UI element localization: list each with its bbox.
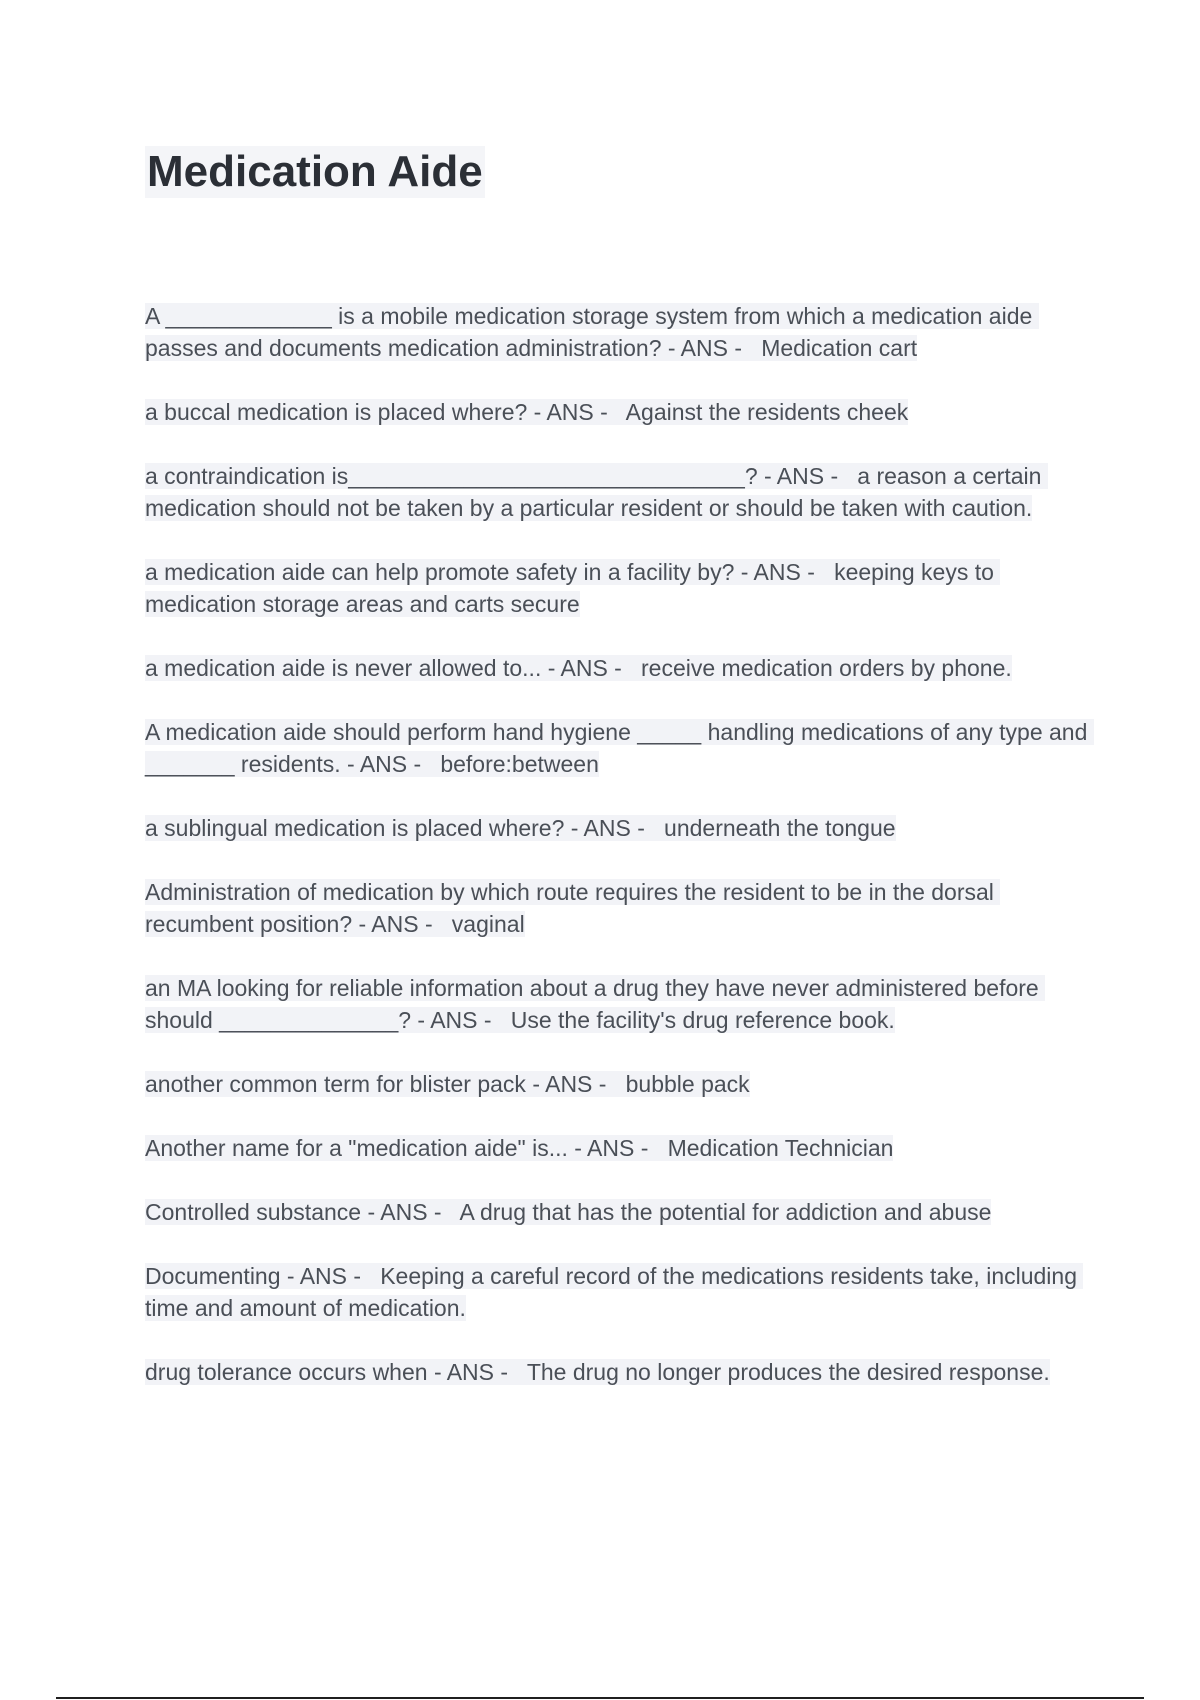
qa-text: a medication aide is never allowed to... - ANS - receive medication orders by phone. [145, 655, 1012, 681]
qa-text: Administration of medication by which route requires the resident to be in the dorsal recumbent position? - ANS - vaginal [145, 879, 1001, 937]
qa-item [145, 1196, 1090, 1228]
qa-item [145, 1356, 1090, 1388]
qa-item [145, 300, 1090, 364]
qa-item [145, 1068, 1090, 1100]
qa-item [145, 972, 1090, 1036]
qa-text: Another name for a "medication aide" is... - ANS - Medication Technician [145, 1135, 894, 1161]
qa-item [145, 396, 1090, 428]
qa-text: drug tolerance occurs when - ANS - The drug no longer produces the desired response. [145, 1359, 1050, 1385]
qa-text: Documenting - ANS - Keeping a careful record of the medications residents take, including time and amount of medication. [145, 1263, 1084, 1321]
qa-item [145, 812, 1090, 844]
qa-item [145, 876, 1090, 940]
qa-item [145, 556, 1090, 620]
qa-text: Controlled substance - ANS - A drug that has the potential for addiction and abuse [145, 1199, 992, 1225]
qa-text: a medication aide can help promote safety in a facility by? - ANS - keeping keys to medication storage areas and carts secure [145, 559, 1001, 617]
qa-item [145, 460, 1090, 524]
qa-item [145, 652, 1090, 684]
qa-list [145, 300, 1094, 1420]
qa-text: a sublingual medication is placed where? - ANS - underneath the tongue [145, 815, 896, 841]
qa-text: a contraindication is_______________________________? - ANS - a reason a certain medication should not be taken by a particular resident or should be taken with caution. [145, 463, 1048, 521]
qa-text: an MA looking for reliable information about a drug they have never administered before should ______________? - ANS - Use the facility's drug reference book. [145, 975, 1046, 1033]
qa-text: another common term for blister pack - ANS - bubble pack [145, 1071, 750, 1097]
qa-text: a buccal medication is placed where? - ANS - Against the residents cheek [145, 399, 909, 425]
qa-text: A _____________ is a mobile medication storage system from which a medication aide passes and documents medication administration? - ANS - Medication cart [145, 303, 1039, 361]
document-title: Medication Aide [147, 147, 483, 196]
qa-text: A medication aide should perform hand hygiene _____ handling medications of any type and _______ residents. - ANS - before:between [145, 719, 1094, 777]
qa-item [145, 716, 1094, 780]
footer-rule [56, 1697, 1144, 1699]
qa-item [145, 1132, 1090, 1164]
qa-item [145, 1260, 1090, 1324]
